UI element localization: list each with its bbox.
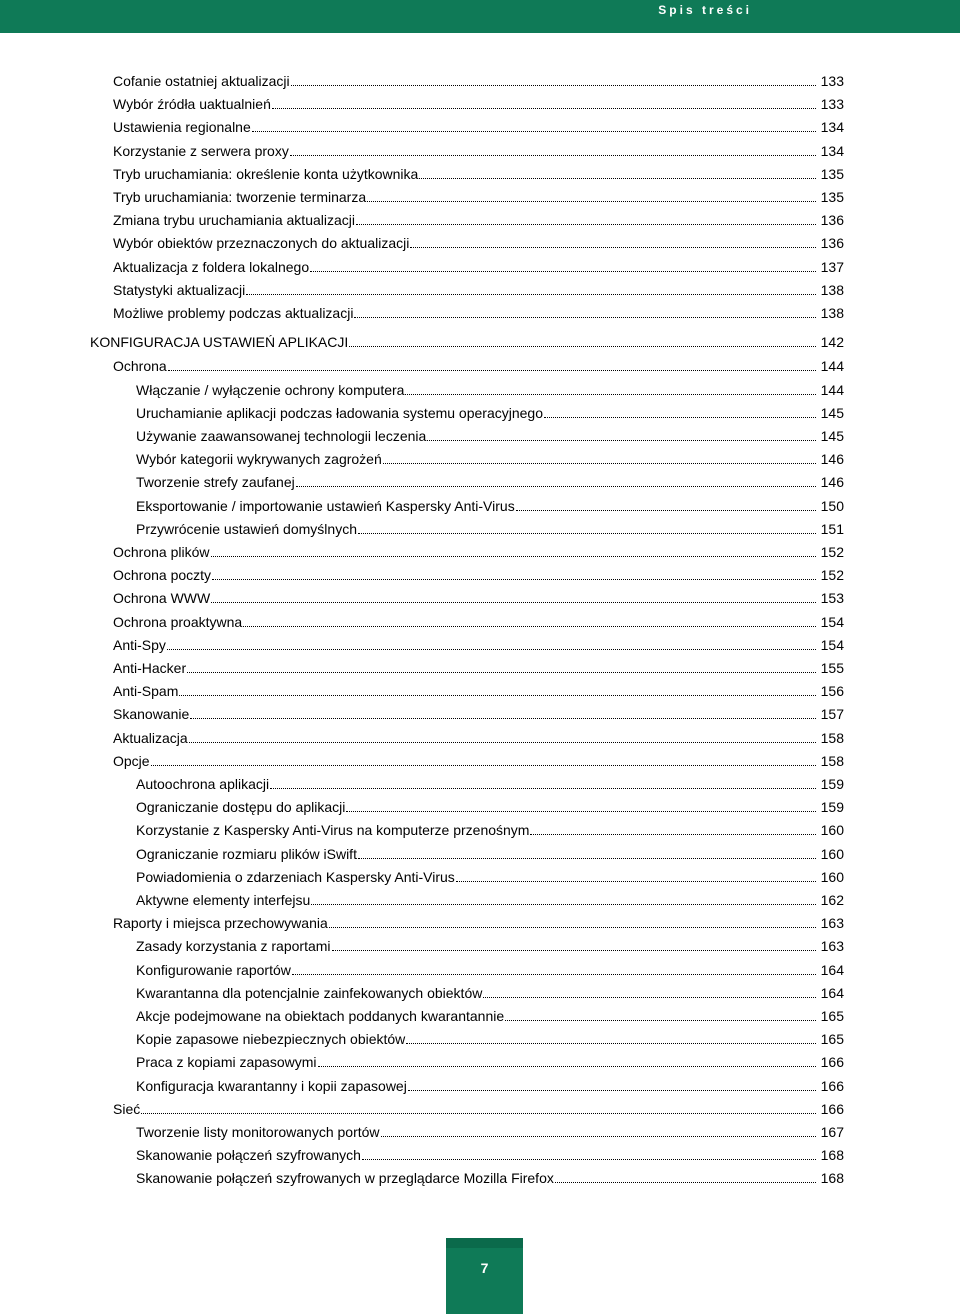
toc-dot-leader: [544, 416, 816, 418]
toc-entry-title: Skanowanie połączeń szyfrowanych: [136, 1147, 361, 1164]
toc-entry[interactable]: [136, 978, 844, 1001]
toc-entry-title: Tworzenie listy monitorowanych portów: [136, 1124, 380, 1140]
toc-entry-title: Przywrócenie ustawień domyślnych: [136, 520, 357, 537]
toc-dot-leader: [252, 130, 816, 132]
toc-entry-title: Wybór obiektów przeznaczonych do aktualizacji: [113, 235, 410, 252]
toc-dot-leader: [419, 177, 816, 179]
toc-entry-title: Anti-Spam: [113, 683, 179, 700]
toc-dot-leader: [332, 949, 816, 951]
toc-entry[interactable]: [136, 1163, 844, 1186]
toc-entry-title: Używanie zaawansowanej technologii leczenia: [136, 428, 427, 444]
toc-entry-page: 166: [820, 1054, 844, 1071]
toc-entry[interactable]: [113, 723, 844, 746]
toc-entry[interactable]: [136, 375, 844, 398]
toc-entry-title: Wybór źródła uaktualnień: [113, 96, 271, 113]
toc-entry-title: Sieć: [113, 1100, 141, 1117]
toc-entry-page: 160: [820, 845, 844, 862]
toc-dot-leader: [362, 1158, 816, 1160]
toc-entry-title: Kopie zapasowe niebezpiecznych obiektów: [136, 1031, 406, 1048]
toc-entry[interactable]: [136, 514, 844, 537]
toc-entry-page: 160: [820, 868, 844, 885]
toc-dot-leader: [349, 345, 816, 347]
toc-entry-page: 160: [820, 822, 844, 839]
page-number-box: [446, 1238, 523, 1314]
toc-entry[interactable]: [113, 252, 844, 275]
toc-entry[interactable]: [136, 1047, 844, 1070]
toc-dot-leader: [311, 903, 816, 905]
toc-entry-page: 152: [820, 567, 844, 584]
toc-dot-leader: [505, 1019, 816, 1021]
toc-entry-page: 156: [820, 683, 844, 700]
toc-dot-leader: [211, 601, 816, 603]
toc-entry[interactable]: [113, 537, 844, 560]
header-bar: [0, 0, 960, 33]
toc-entry[interactable]: [136, 885, 844, 908]
toc-entry[interactable]: [113, 607, 844, 630]
toc-entry-title: Możliwe problemy podczas aktualizacji: [113, 305, 354, 321]
toc-entry-page: 134: [820, 142, 844, 159]
toc-dot-leader: [211, 555, 817, 557]
toc-entry[interactable]: [113, 136, 844, 159]
toc-entry-title: Tworzenie strefy zaufanej: [136, 474, 295, 491]
toc-entry-page: 152: [820, 544, 844, 560]
toc-entry-page: 165: [820, 1008, 844, 1024]
toc-dot-leader: [179, 694, 816, 696]
toc-dot-leader: [151, 764, 816, 766]
toc-entry-title: Kwarantanna dla potencjalnie zainfekowanych obiektów: [136, 984, 483, 1001]
toc-dot-leader: [296, 485, 816, 487]
toc-entry[interactable]: [113, 228, 844, 251]
toc-entry[interactable]: [113, 112, 844, 135]
toc-entry-title: Wybór kategorii wykrywanych zagrożeń: [136, 451, 382, 468]
toc-entry[interactable]: [136, 931, 844, 954]
toc-dot-leader: [555, 1181, 816, 1183]
toc-entry-page: 151: [820, 520, 844, 537]
toc-dot-leader: [483, 996, 816, 998]
toc-entry[interactable]: [136, 467, 844, 490]
toc-entry-title: Eksportowanie / importowanie ustawień Kaspersky Anti-Virus: [136, 497, 515, 514]
toc-entry-title: Akcje podejmowane na obiektach poddanych kwarantannie: [136, 1008, 505, 1024]
toc-entry[interactable]: [113, 583, 844, 606]
toc-dot-leader: [292, 973, 816, 975]
toc-entry-page: 163: [820, 938, 844, 955]
toc-entry[interactable]: [136, 421, 844, 444]
toc-entry-page: 137: [820, 258, 844, 275]
toc-entry-title: Skanowanie: [113, 706, 190, 723]
toc-dot-leader: [346, 810, 816, 812]
toc-dot-leader: [329, 926, 816, 928]
toc-entry-page: 150: [820, 497, 844, 514]
toc-dot-leader: [530, 833, 816, 835]
toc-entry-title: Skanowanie połączeń szyfrowanych w przeglądarce Mozilla Firefox: [136, 1170, 554, 1187]
toc-dot-leader: [408, 1089, 816, 1091]
toc-entry-page: 133: [820, 73, 844, 89]
page-number-box-top: [446, 1238, 523, 1248]
toc-entry-page: 154: [820, 613, 844, 630]
toc-entry-title: Tryb uruchamiania: tworzenie terminarza: [113, 189, 367, 205]
toc-entry-title: Korzystanie z Kaspersky Anti-Virus na komputerze przenośnym: [136, 822, 530, 839]
toc-dot-leader: [516, 509, 816, 511]
toc-entry-title: Włączanie / wyłączenie ochrony komputera: [136, 381, 405, 398]
toc-entry-title: Uruchamianie aplikacji podczas ładowania systemu operacyjnego: [136, 404, 543, 421]
toc-entry-page: 146: [820, 451, 844, 468]
toc-entry[interactable]: [136, 769, 844, 792]
toc-entry-title: Ochrona proaktywna: [113, 613, 243, 630]
toc-entry[interactable]: [136, 1071, 844, 1094]
toc-entry[interactable]: [113, 676, 844, 699]
toc-dot-leader: [354, 316, 816, 318]
header-title: Spis treści: [658, 3, 752, 17]
toc-entry-page: 158: [820, 752, 844, 769]
toc-dot-leader: [367, 200, 816, 202]
toc-dot-leader: [243, 625, 816, 627]
toc-entry-page: 146: [820, 474, 844, 491]
toc-entry[interactable]: [113, 630, 844, 653]
toc-entry-title: KONFIGURACJA USTAWIEŃ APLIKACJI: [90, 334, 349, 351]
toc-entry[interactable]: [136, 815, 844, 838]
toc-entry-page: 162: [820, 892, 844, 908]
toc-entry-page: 138: [820, 305, 844, 321]
toc-entry-page: 159: [820, 799, 844, 816]
toc-dot-leader: [358, 857, 816, 859]
toc-dot-leader: [246, 293, 816, 295]
toc-entry-title: Ustawienia regionalne: [113, 119, 251, 136]
toc-entry-title: Cofanie ostatniej aktualizacji: [113, 73, 290, 89]
toc-dot-leader: [406, 1042, 816, 1044]
toc-entry-page: 168: [820, 1147, 844, 1164]
toc-entry[interactable]: [113, 351, 844, 374]
toc-entry[interactable]: [136, 1140, 844, 1163]
toc-dot-leader: [410, 246, 816, 248]
toc-entry-title: Tryb uruchamiania: określenie konta użytkownika: [113, 165, 419, 182]
toc-entry[interactable]: [136, 862, 844, 885]
toc-dot-leader: [212, 578, 816, 580]
toc-entry[interactable]: [113, 182, 844, 205]
toc-entry-page: 133: [820, 96, 844, 113]
toc-entry[interactable]: [136, 955, 844, 978]
toc-entry-page: 138: [820, 281, 844, 298]
toc-entry-title: Zasady korzystania z raportami: [136, 938, 331, 955]
toc-entry-page: 135: [820, 165, 844, 182]
toc-entry-page: 134: [820, 119, 844, 136]
toc-entry[interactable]: [136, 1117, 844, 1140]
toc-entry[interactable]: [113, 560, 844, 583]
toc-entry-title: Opcje: [113, 752, 150, 769]
toc-entry-page: 168: [820, 1170, 844, 1187]
toc-entry-page: 157: [820, 706, 844, 723]
toc-entry-title: Ochrona poczty: [113, 567, 212, 584]
toc-entry-page: 163: [820, 915, 844, 932]
toc-entry-page: 164: [820, 984, 844, 1001]
toc-dot-leader: [405, 393, 816, 395]
toc-dot-leader: [190, 717, 816, 719]
toc-entry-page: 167: [820, 1124, 844, 1140]
toc-entry[interactable]: [136, 398, 844, 421]
toc-entry-title: Ograniczanie rozmiaru plików iSwift: [136, 845, 357, 862]
toc-entry-title: Anti-Spy: [113, 636, 166, 653]
toc-dot-leader: [381, 1135, 816, 1137]
toc-entry-title: Raporty i miejsca przechowywania: [113, 915, 328, 932]
toc-entry-title: Aktualizacja z foldera lokalnego: [113, 258, 310, 275]
toc-dot-leader: [167, 648, 816, 650]
toc-entry-title: Ochrona: [113, 358, 167, 375]
toc-dot-leader: [141, 1112, 816, 1114]
toc-dot-leader: [427, 439, 816, 441]
toc-entry-page: 136: [820, 235, 844, 252]
toc-dot-leader: [456, 880, 816, 882]
page-number: 7: [480, 1260, 489, 1276]
toc-entry-title: Praca z kopiami zapasowymi: [136, 1054, 317, 1071]
toc-entry-title: Anti-Hacker: [113, 660, 187, 676]
toc-entry-page: 144: [820, 381, 844, 398]
toc-entry[interactable]: [136, 491, 844, 514]
toc-dot-leader: [291, 84, 816, 86]
toc-entry-page: 158: [820, 729, 844, 746]
toc-entry-title: Zmiana trybu uruchamiania aktualizacji: [113, 212, 355, 229]
toc-entry-page: 136: [820, 212, 844, 229]
toc-entry[interactable]: [113, 699, 844, 722]
toc-entry-page: 145: [820, 404, 844, 421]
toc-dot-leader: [187, 671, 816, 673]
toc-dot-leader: [310, 270, 816, 272]
toc-entry-title: Aktywne elementy interfejsu: [136, 892, 311, 908]
toc-entry[interactable]: [113, 298, 844, 321]
toc-entry-page: 135: [820, 189, 844, 205]
toc-entry[interactable]: [113, 89, 844, 112]
toc-dot-leader: [383, 462, 816, 464]
toc-entry-title: Ochrona plików: [113, 544, 210, 560]
toc-entry-title: Aktualizacja: [113, 729, 188, 746]
toc-entry[interactable]: [113, 653, 844, 676]
toc-entry-title: Ochrona WWW: [113, 590, 211, 607]
toc-entry[interactable]: [113, 908, 844, 931]
toc-entry-page: 154: [820, 636, 844, 653]
toc-entry[interactable]: [113, 1094, 844, 1117]
toc-entry[interactable]: [136, 444, 844, 467]
toc-entry-title: Ograniczanie dostępu do aplikacji: [136, 799, 346, 816]
toc-entry[interactable]: [113, 275, 844, 298]
toc-entry-title: Statystyki aktualizacji: [113, 281, 246, 298]
toc-entry[interactable]: [136, 839, 844, 862]
toc-entry-page: 144: [820, 358, 844, 375]
toc-dot-leader: [189, 741, 816, 743]
toc-dot-leader: [272, 107, 816, 109]
toc-dot-leader: [270, 787, 816, 789]
toc-dot-leader: [358, 532, 816, 534]
toc-entry-page: 166: [820, 1077, 844, 1094]
toc-entry-title: Powiadomienia o zdarzeniach Kaspersky Anti-Virus: [136, 868, 455, 885]
toc-entry-page: 145: [820, 428, 844, 444]
toc-dot-leader: [290, 154, 816, 156]
toc-entry[interactable]: [136, 1001, 844, 1024]
toc-entry-page: 159: [820, 776, 844, 792]
toc-entry-page: 142: [820, 334, 844, 351]
toc-entry[interactable]: [113, 746, 844, 769]
toc-dot-leader: [356, 223, 816, 225]
toc-entry-page: 155: [820, 660, 844, 676]
toc-entry-page: 153: [820, 590, 844, 607]
toc-entry-title: Konfigurowanie raportów: [136, 961, 291, 978]
toc-entry[interactable]: [113, 66, 844, 89]
toc-entry-page: 165: [820, 1031, 844, 1048]
toc-entry-title: Autoochrona aplikacji: [136, 776, 270, 792]
toc-entry-title: Korzystanie z serwera proxy: [113, 142, 289, 159]
toc-dot-leader: [168, 369, 816, 371]
toc-entry-page: 166: [820, 1100, 844, 1117]
toc-section[interactable]: [90, 327, 844, 350]
toc-dot-leader: [318, 1065, 816, 1067]
toc-entry-title: Konfiguracja kwarantanny i kopii zapasowej: [136, 1077, 407, 1094]
toc-entry[interactable]: [113, 205, 844, 228]
toc-entry[interactable]: [136, 792, 844, 815]
toc-entry-page: 164: [820, 961, 844, 978]
toc-entry[interactable]: [113, 159, 844, 182]
toc-entry[interactable]: [136, 1024, 844, 1047]
